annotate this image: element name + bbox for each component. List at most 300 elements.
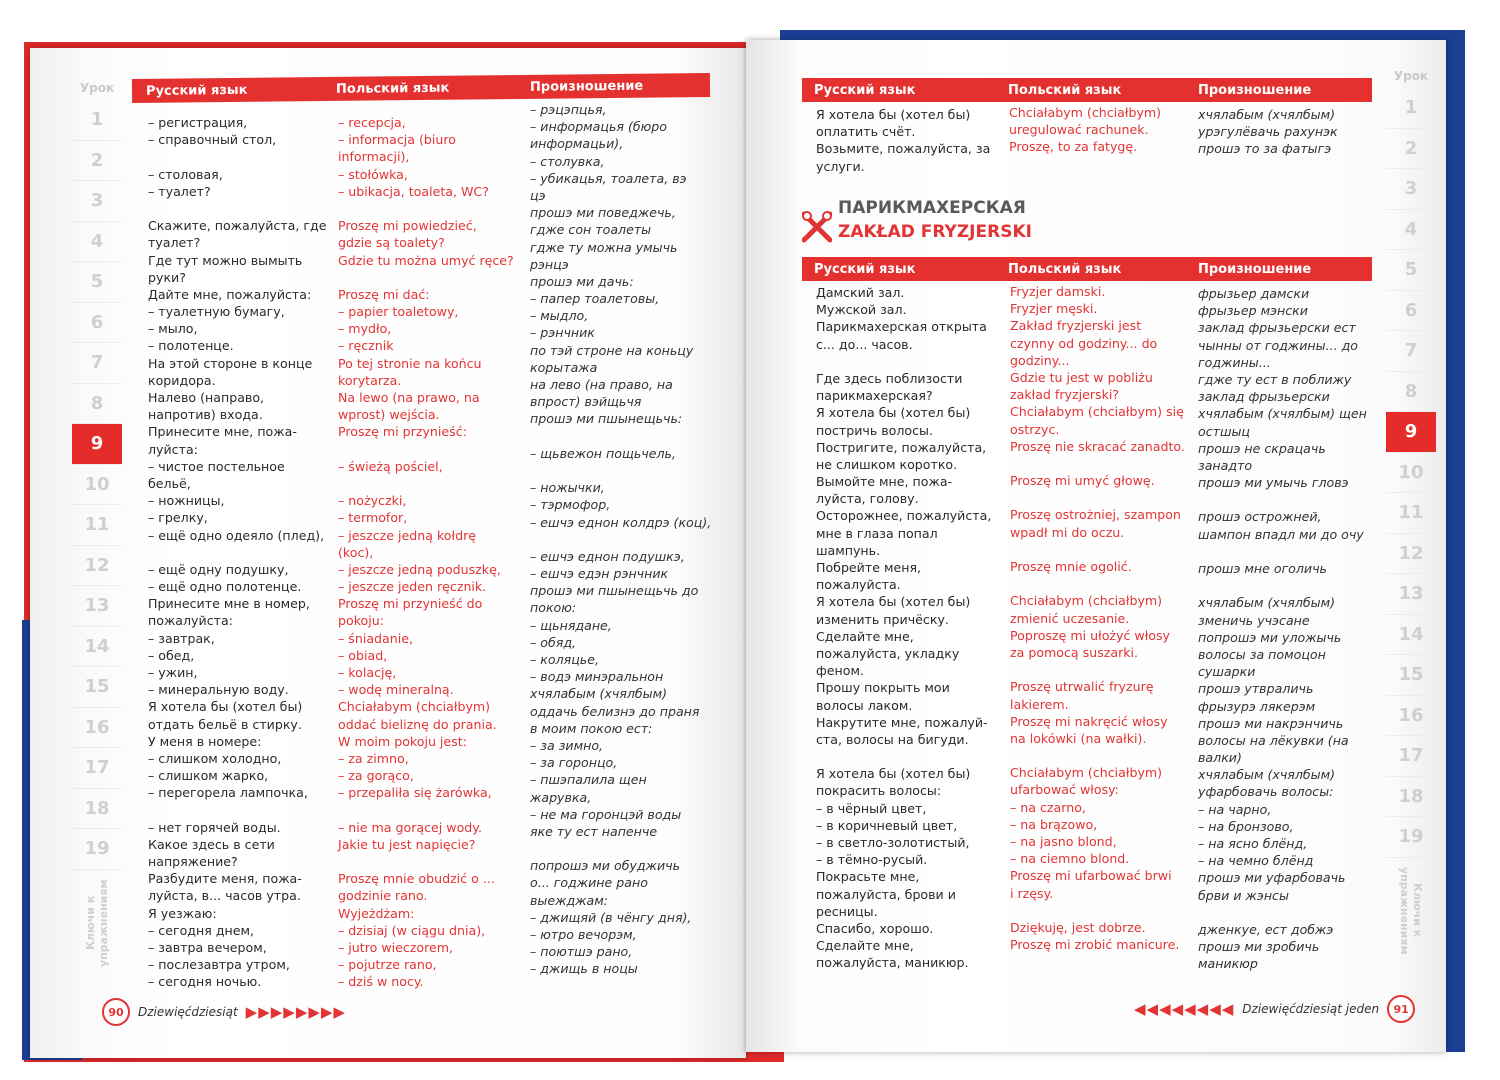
table-line bbox=[1010, 489, 1185, 506]
table-line bbox=[530, 428, 711, 445]
table-line bbox=[1010, 902, 1185, 919]
table-line: изменить причёску. bbox=[816, 611, 949, 627]
table-line bbox=[530, 462, 711, 479]
lesson-tab-9[interactable]: 9 bbox=[1386, 412, 1436, 453]
lesson-tab-3[interactable]: 3 bbox=[1386, 169, 1436, 210]
table-line: прошэ ми дачь: bbox=[530, 273, 634, 289]
table-line: хчялабым (хчялбым) bbox=[1198, 767, 1336, 783]
table-line: Dziękuję, jest dobrze. bbox=[1010, 919, 1146, 935]
table-line bbox=[338, 441, 514, 458]
table-line: рэнцэ bbox=[530, 256, 569, 272]
table-line: – обед, bbox=[148, 647, 195, 663]
table-line: – туалетную бумагу, bbox=[148, 304, 285, 320]
table-line: – nożyczki, bbox=[338, 493, 407, 509]
table-line: – регистрация, bbox=[148, 115, 248, 130]
table-line: Chciałabym (chciałbym) bbox=[338, 699, 491, 715]
table-line: коридора. bbox=[148, 372, 216, 388]
table-line: цэ bbox=[530, 187, 546, 203]
table-line: Proszę nie skracać zanadto. bbox=[1010, 438, 1185, 454]
table-line: прошэ то за фатыгэ bbox=[1198, 141, 1332, 157]
table-line: луйста: bbox=[148, 441, 198, 457]
table-line: прошэ ми зробичь bbox=[1198, 939, 1320, 955]
table-line: Принесите мне, пожа- bbox=[148, 424, 297, 440]
header-pl: Польский язык bbox=[1008, 261, 1122, 277]
table-line: – za gorąco, bbox=[338, 768, 414, 784]
lesson-tab-13[interactable]: 13 bbox=[72, 586, 122, 627]
table-line: на лево (на право, на bbox=[530, 377, 673, 392]
table-line: Gdzie tu jest w pobliżu bbox=[1010, 369, 1153, 385]
table-line: – informacja (biuro bbox=[338, 132, 456, 148]
table-line: – тэрмофор, bbox=[530, 497, 611, 513]
table-line: – śniadanie, bbox=[338, 630, 414, 646]
table-line: дженкуе, ест добжэ bbox=[1198, 921, 1334, 937]
table-line: гдже ту можна умычь bbox=[530, 239, 678, 255]
lesson-tab-9[interactable]: 9 bbox=[72, 424, 122, 465]
table-line: хчялабым (хчялбым) bbox=[1198, 595, 1336, 611]
table-line: – на чемно блёнд bbox=[1198, 853, 1314, 869]
table-line: – перегорела лампочка, bbox=[148, 785, 308, 801]
table-line: напротив) входа. bbox=[148, 407, 263, 423]
table-line: Сделайте мне, bbox=[816, 628, 914, 644]
table-line: прошэ ми уфарбовачь bbox=[1198, 870, 1346, 886]
table-line: попрошэ ми обуджичь bbox=[530, 858, 681, 874]
table-line bbox=[1010, 661, 1185, 678]
table-line: прошэ утвраличь bbox=[1198, 681, 1314, 697]
lesson-tab-15[interactable]: 15 bbox=[1386, 655, 1436, 696]
table-line: чынны от годжины... до bbox=[1198, 337, 1359, 353]
table-line bbox=[338, 475, 514, 492]
table-line: Дайте мне, пожалуйста: bbox=[148, 286, 312, 302]
table-line: – столовая, bbox=[148, 166, 223, 182]
table-line: – нет горячей воды. bbox=[148, 819, 281, 835]
table-line: – ешчэ еднон колдрэ (коц), bbox=[530, 514, 712, 530]
table-line bbox=[1198, 543, 1367, 560]
lesson-tab-15[interactable]: 15 bbox=[72, 667, 122, 708]
table-line: – за зимно, bbox=[530, 737, 604, 753]
lesson-label: Урок bbox=[79, 81, 115, 95]
lesson-tab-7[interactable]: 7 bbox=[72, 343, 122, 384]
table-line: godzinie rano. bbox=[338, 888, 428, 904]
table-line: шампон впадл ми до очу bbox=[1198, 526, 1364, 542]
table-line: Proszę mi umyć głowę. bbox=[1010, 473, 1155, 489]
left-pl-column bbox=[338, 114, 514, 991]
table-line bbox=[148, 200, 326, 217]
lesson-tabs-left bbox=[72, 76, 122, 968]
table-line: – mydło, bbox=[338, 321, 392, 337]
table-line: Chciałabym (chciałbym) się bbox=[1010, 404, 1184, 420]
lesson-tab-2[interactable]: 2 bbox=[1386, 129, 1436, 170]
table-line: – за горонцо, bbox=[530, 755, 618, 771]
table-line: na lokówki (na wałki). bbox=[1010, 730, 1147, 746]
lesson-tab-1[interactable]: 1 bbox=[72, 100, 122, 141]
table-line: Proszę utrwalić fryzurę bbox=[1010, 679, 1154, 695]
table-line: Возьмите, пожалуйста, за bbox=[816, 141, 991, 157]
page-number-words-left: Dziewięćdziesiąt bbox=[138, 1005, 238, 1019]
table-line: – пшэпалила щен bbox=[530, 772, 647, 788]
table-line: – минеральную воду. bbox=[148, 682, 289, 698]
table-line: волосы за помоцон bbox=[1198, 646, 1326, 662]
table-line: – ешчэ еднон подушкэ, bbox=[530, 548, 685, 564]
table-line: – поютшэ рано, bbox=[530, 944, 633, 960]
table-line: lakierem. bbox=[1010, 696, 1069, 712]
table-line: W moim pokoju jest: bbox=[338, 733, 467, 749]
table-line: – recepcja, bbox=[338, 115, 406, 130]
table-line: покрасить волосы: bbox=[816, 783, 942, 799]
table-line: пожалуйста, укладку bbox=[816, 645, 960, 661]
footer-left bbox=[102, 998, 346, 1026]
table-line: яке ту ест напенче bbox=[530, 823, 658, 839]
table-line: – jeszcze jedną poduszkę, bbox=[338, 561, 501, 577]
table-line: – jeszcze jeden ręcznik. bbox=[338, 579, 487, 595]
table-line bbox=[148, 544, 326, 561]
table-line: Я хотела бы (хотел бы) bbox=[816, 766, 971, 782]
table-line: – termofor, bbox=[338, 510, 408, 526]
arrow-decoration-right: ◀◀◀◀◀◀◀◀ bbox=[1134, 1000, 1235, 1018]
table-line: – dzisiaj (w ciągu dnia), bbox=[338, 922, 486, 938]
section-title-pl: ZAKŁAD FRYZJERSKI bbox=[838, 222, 1032, 242]
table-line bbox=[1010, 455, 1185, 472]
table-line: – рэнчник bbox=[530, 325, 595, 341]
lesson-tab-1[interactable]: 1 bbox=[1386, 88, 1436, 129]
table-line: луйста, в... часов утра. bbox=[148, 888, 301, 904]
table-line: прошэ мне оголичь bbox=[1198, 561, 1327, 576]
arrow-decoration-left: ▶▶▶▶▶▶▶▶ bbox=[245, 1003, 346, 1021]
table-line: феном. bbox=[816, 663, 864, 679]
lesson-tab-6[interactable]: 6 bbox=[72, 303, 122, 344]
lesson-tab-8[interactable]: 8 bbox=[72, 384, 122, 425]
table-line: – nie ma gorącej wody. bbox=[338, 819, 482, 835]
lesson-tab-10[interactable]: 10 bbox=[72, 465, 122, 506]
table-line: – сегодня ночью. bbox=[148, 974, 262, 990]
table-header-right-top bbox=[802, 78, 1372, 102]
scissors-icon bbox=[802, 210, 832, 244]
table-line: korytarza. bbox=[338, 372, 402, 388]
table-line: – stołówka, bbox=[338, 166, 408, 182]
table-line: Спасибо, хорошо. bbox=[816, 920, 934, 936]
table-line: zmienić uczesanie. bbox=[1010, 610, 1130, 626]
table-line: Налево (направо, bbox=[148, 390, 265, 405]
table-line: оплатить счёт. bbox=[816, 124, 916, 140]
lesson-tab-14[interactable]: 14 bbox=[72, 627, 122, 668]
table-line bbox=[338, 200, 514, 217]
table-line: pokoju: bbox=[338, 613, 384, 629]
table-line: – na czarno, bbox=[1010, 799, 1086, 815]
table-line: – в светло-золотистый, bbox=[816, 835, 970, 850]
table-line: выежджам: bbox=[530, 892, 608, 908]
table-line: – świeżą pościel, bbox=[338, 458, 443, 474]
lesson-tab-2[interactable]: 2 bbox=[72, 141, 122, 182]
table-line: покою: bbox=[530, 600, 577, 616]
table-line: – на бронзово, bbox=[1198, 818, 1294, 834]
table-header-right-main bbox=[802, 257, 1372, 281]
header-pl: Польский язык bbox=[1008, 82, 1122, 98]
table-line: – ubikacja, toaleta, WC? bbox=[338, 183, 489, 199]
table-line: Fryzjer damski. bbox=[1010, 284, 1106, 299]
lesson-number-list bbox=[72, 100, 122, 870]
table-line: сушарки bbox=[1198, 664, 1256, 680]
table-line: Осторожнее, пожалуйста, bbox=[816, 508, 992, 524]
table-line: – в чёрный цвет, bbox=[816, 800, 927, 816]
table-line: волосы на лёкувки (на bbox=[1198, 732, 1349, 748]
table-line: – wodę mineralną. bbox=[338, 682, 454, 698]
lesson-number-list bbox=[1386, 88, 1436, 858]
table-line: Proszę ostrożniej, szampon bbox=[1010, 507, 1181, 523]
table-line: – na brązowo, bbox=[1010, 816, 1098, 832]
table-line: Proszę mi ufarbować brwi bbox=[1010, 868, 1172, 884]
table-line: Побрейте меня, bbox=[816, 560, 922, 575]
table-line bbox=[338, 853, 514, 870]
lesson-label: Урок bbox=[1393, 69, 1429, 83]
table-line: урэгулёвачь рахунэк bbox=[1198, 124, 1338, 140]
table-line: заклад фрызьерски ест bbox=[1198, 320, 1356, 336]
right-top-ru-column bbox=[816, 106, 990, 175]
table-line: Скажите, пожалуйста, где bbox=[148, 218, 327, 234]
lesson-tab-16[interactable]: 16 bbox=[1386, 696, 1436, 737]
table-line bbox=[1198, 577, 1367, 594]
table-line: wpadł mi do oczu. bbox=[1010, 524, 1125, 540]
keys-tab[interactable] bbox=[72, 878, 122, 968]
table-line: Дамский зал. bbox=[816, 285, 905, 300]
table-line: oddać bieliznę do prania. bbox=[338, 716, 497, 732]
lesson-tab-17[interactable]: 17 bbox=[72, 748, 122, 789]
right-top-pr-column bbox=[1198, 106, 1338, 158]
lesson-tab-5[interactable]: 5 bbox=[1386, 250, 1436, 291]
lesson-tab-5[interactable]: 5 bbox=[72, 262, 122, 303]
table-line: хчялабым (хчялбым) bbox=[530, 686, 668, 702]
table-line: – слишком жарко, bbox=[148, 768, 269, 784]
table-line: – на чарно, bbox=[1198, 801, 1272, 817]
table-line: – слишком холодно, bbox=[148, 750, 282, 766]
table-line: – информацья (бюро bbox=[530, 119, 667, 135]
table-line: – щьнядане, bbox=[530, 617, 612, 633]
page-number-words-right: Dziewięćdziesiąt jeden bbox=[1242, 1002, 1380, 1016]
lesson-tab-14[interactable]: 14 bbox=[1386, 615, 1436, 656]
table-line: – водэ минэральнон bbox=[530, 669, 664, 685]
right-ru-column bbox=[816, 284, 991, 972]
table-line: – na ciemno blond. bbox=[1010, 851, 1130, 867]
table-line: – на ясно блёнд, bbox=[1198, 836, 1308, 851]
table-line: – kolację, bbox=[338, 665, 397, 680]
table-line: – ешчэ едэн рэнчник bbox=[530, 566, 669, 582]
table-line: – коляцье, bbox=[530, 652, 599, 667]
table-line: za pomocą suszarki. bbox=[1010, 644, 1139, 660]
table-line: Вымойте мне, пожа- bbox=[816, 474, 953, 490]
table-line: – рэцэпцья, bbox=[530, 102, 607, 117]
left-ru-column bbox=[148, 114, 326, 991]
lesson-tab-7[interactable]: 7 bbox=[1386, 331, 1436, 372]
table-line: – jutro wieczorem, bbox=[338, 940, 454, 955]
table-line: – na jasno blond, bbox=[1010, 834, 1117, 849]
table-line: czynny od godziny... do bbox=[1010, 335, 1158, 351]
table-line: Chciałabym (chciałbym) bbox=[1010, 593, 1163, 609]
table-line: – полотенце. bbox=[148, 338, 234, 354]
lesson-tab-4[interactable]: 4 bbox=[72, 222, 122, 263]
table-line: Proszę mi przynieść: bbox=[338, 424, 467, 440]
table-line: Proszę mi zrobić manicure. bbox=[1010, 937, 1180, 953]
header-ru: Русский язык bbox=[145, 82, 248, 99]
table-line: валки) bbox=[1198, 750, 1242, 766]
lesson-tab-4[interactable]: 4 bbox=[1386, 210, 1436, 251]
table-line bbox=[530, 531, 711, 548]
table-line: годжины... bbox=[1198, 354, 1271, 370]
table-line: оддачь белизнэ до праня bbox=[530, 703, 700, 719]
lesson-tab-18[interactable]: 18 bbox=[72, 789, 122, 830]
lesson-tab-12[interactable]: 12 bbox=[1386, 534, 1436, 575]
table-line: о... годжине рано bbox=[530, 875, 648, 891]
table-line: волосы лаком. bbox=[816, 697, 913, 713]
table-line: – грелку, bbox=[148, 510, 208, 526]
table-line: фрызурэ лякерэм bbox=[1198, 698, 1316, 714]
table-line: жарувка, bbox=[530, 789, 592, 805]
table-line: прошэ ми накрэнчичь bbox=[1198, 715, 1344, 731]
header-ru: Русский язык bbox=[814, 82, 916, 98]
table-line: Proszę mi powiedzieć, bbox=[338, 218, 477, 234]
table-line: – справочный стол, bbox=[148, 132, 277, 148]
table-line: Wyjeżdżam: bbox=[338, 905, 415, 921]
table-line: – джищяй (в чёнгу дня), bbox=[530, 909, 692, 925]
table-line: wprost) wejścia. bbox=[338, 407, 440, 423]
table-line: остшыц bbox=[1198, 423, 1251, 439]
table-line: Chciałabym (chciałbym) bbox=[1009, 105, 1162, 120]
table-line: На этой стороне в конце bbox=[148, 355, 313, 371]
lesson-tab-11[interactable]: 11 bbox=[72, 505, 122, 546]
table-line: ресницы. bbox=[816, 903, 878, 919]
keys-tab[interactable] bbox=[1386, 866, 1436, 956]
table-line: Покрасьте мне, bbox=[816, 869, 920, 885]
lesson-tab-19[interactable]: 19 bbox=[1386, 817, 1436, 858]
table-line: не слишком коротко. bbox=[816, 456, 958, 472]
table-line: – ręcznik bbox=[338, 338, 394, 354]
table-line: Proszę, to za fatygę. bbox=[1009, 139, 1138, 155]
table-line: – za zimno, bbox=[338, 750, 409, 766]
lesson-tab-18[interactable]: 18 bbox=[1386, 777, 1436, 818]
right-pr-column bbox=[1198, 285, 1367, 973]
table-line bbox=[338, 269, 514, 286]
table-line: zakład fryzjerski? bbox=[1010, 387, 1120, 403]
table-line: – в коричневый цвет, bbox=[816, 817, 958, 833]
lesson-tab-11[interactable]: 11 bbox=[1386, 493, 1436, 534]
table-line: пожалуйста. bbox=[816, 577, 901, 593]
table-line: – ютро вечорэм, bbox=[530, 927, 637, 942]
table-line: Proszę mi dać: bbox=[338, 286, 430, 302]
table-line: прошэ ми умычь гловэ bbox=[1198, 475, 1349, 491]
table-line: брви и жэнсы bbox=[1198, 887, 1289, 903]
table-line: ufarbować włosy: bbox=[1010, 782, 1119, 798]
header-pr: Произношение bbox=[1198, 261, 1312, 277]
table-line: Я хотела бы (хотел бы) bbox=[148, 699, 303, 715]
table-line: прошэ ми пшынещьчь: bbox=[530, 411, 683, 427]
table-line: фрызьер дамски bbox=[1198, 286, 1310, 301]
table-line bbox=[816, 748, 991, 765]
table-line: парикмахерская? bbox=[816, 388, 933, 404]
footer-right bbox=[1134, 995, 1415, 1023]
table-line: с... до... часов. bbox=[816, 336, 913, 352]
table-line bbox=[1198, 904, 1367, 921]
header-pr: Произношение bbox=[529, 78, 644, 95]
table-line: гдже сон тоалеты bbox=[530, 222, 652, 238]
lesson-tab-17[interactable]: 17 bbox=[1386, 736, 1436, 777]
table-line: отдать бельё в стирку. bbox=[148, 716, 302, 732]
table-line: Какое здесь в сети bbox=[148, 836, 275, 852]
table-line: – чистое постельное bbox=[148, 458, 285, 474]
table-line: напряжение? bbox=[148, 854, 238, 870]
lesson-tab-12[interactable]: 12 bbox=[72, 546, 122, 587]
table-line: руки? bbox=[148, 269, 186, 285]
table-line: – przepaliła się żarówka, bbox=[338, 785, 492, 801]
header-pl: Польский язык bbox=[335, 80, 450, 97]
lesson-tab-16[interactable]: 16 bbox=[72, 708, 122, 749]
table-line: – папер тоалетовы, bbox=[530, 291, 660, 307]
table-line: прошэ ми поведжечь, bbox=[530, 205, 676, 221]
table-line: – в тёмно-русый. bbox=[816, 852, 928, 868]
table-line: корытажа bbox=[530, 359, 598, 375]
table-line: Zakład fryzjerski jest bbox=[1010, 318, 1142, 334]
table-line bbox=[1010, 541, 1185, 558]
lesson-tab-3[interactable]: 3 bbox=[72, 181, 122, 222]
table-line: постричь волосы. bbox=[816, 422, 933, 438]
table-line bbox=[338, 802, 514, 819]
table-line: – завтрак, bbox=[148, 630, 215, 646]
table-line: Poproszę mi ułożyć włosy bbox=[1010, 627, 1170, 643]
table-line: хчялабым (хчялбым) bbox=[1198, 107, 1336, 122]
table-line: – jeszcze jedną kołdrę bbox=[338, 527, 476, 543]
table-line: – ещё одну подушку, bbox=[148, 561, 289, 577]
table-line: Jakie tu jest napięcie? bbox=[338, 836, 476, 852]
right-pl-column bbox=[1010, 283, 1185, 953]
page-number-left: 90 bbox=[102, 998, 130, 1026]
table-line bbox=[1010, 575, 1185, 592]
keys-label: Ключи к упражнениям bbox=[84, 878, 110, 967]
table-line: – ещё одно одеяло (плед), bbox=[148, 527, 325, 543]
table-line: Po tej stronie na końcu bbox=[338, 355, 482, 371]
table-line bbox=[148, 148, 326, 165]
table-line: – obiad, bbox=[338, 647, 388, 663]
table-line: – послезавтра утром, bbox=[148, 957, 290, 973]
table-line: – ещё одно полотенце. bbox=[148, 579, 302, 595]
table-line: – джищь в ноцы bbox=[530, 961, 638, 977]
table-line: луйста, голову. bbox=[816, 491, 919, 507]
table-line: прошэ не скрацачь bbox=[1198, 440, 1326, 456]
lesson-tab-6[interactable]: 6 bbox=[1386, 291, 1436, 332]
lesson-tab-8[interactable]: 8 bbox=[1386, 372, 1436, 413]
table-line: Gdzie tu można umyć ręce? bbox=[338, 252, 514, 268]
lesson-tab-10[interactable]: 10 bbox=[1386, 453, 1436, 494]
table-line: Na lewo (na prawo, na bbox=[338, 390, 480, 405]
table-line: Принесите мне в номер, bbox=[148, 596, 310, 612]
table-line: бельё, bbox=[148, 475, 191, 491]
table-line: – ножычки, bbox=[530, 480, 605, 496]
table-line: Proszę mi nakręcić włosy bbox=[1010, 713, 1168, 729]
table-line bbox=[530, 840, 711, 857]
table-line: Прошу покрыть мои bbox=[816, 680, 950, 696]
table-line: ста, волосы на бигуди. bbox=[816, 731, 969, 747]
table-line: – ножницы, bbox=[148, 493, 225, 509]
lesson-tab-13[interactable]: 13 bbox=[1386, 574, 1436, 615]
table-line: заклад фрызьерски bbox=[1198, 389, 1330, 405]
lesson-tab-19[interactable]: 19 bbox=[72, 829, 122, 870]
table-line: услуги. bbox=[816, 158, 865, 174]
table-line: информацьи), bbox=[530, 136, 624, 152]
table-line: – сегодня днем, bbox=[148, 922, 255, 938]
table-line: – обяд, bbox=[530, 634, 577, 650]
table-line: informacji), bbox=[338, 149, 410, 165]
table-line: прошэ ми пшынещьчь до bbox=[530, 583, 699, 599]
table-line: пожалуйста, маникюр. bbox=[816, 955, 969, 971]
table-line: Сделайте мне, bbox=[816, 938, 914, 954]
table-line: Постригите, пожалуйста, bbox=[816, 439, 987, 455]
table-line: godziny... bbox=[1010, 352, 1070, 368]
page-number-right: 91 bbox=[1387, 995, 1415, 1023]
